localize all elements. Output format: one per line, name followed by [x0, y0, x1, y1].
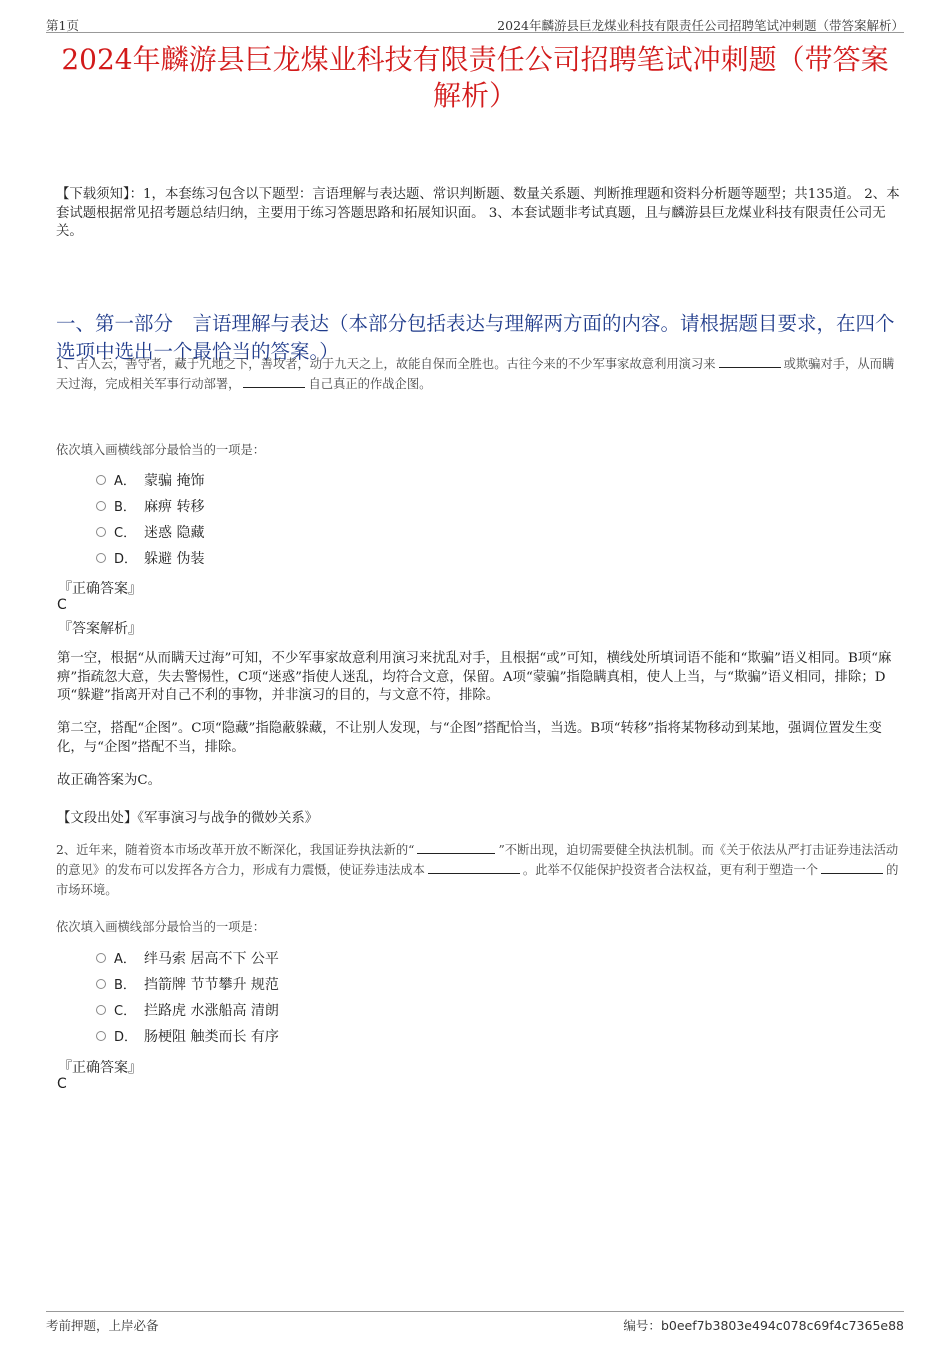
q2-blank-1 [417, 841, 495, 854]
q1-option-d[interactable]: D． 躲避 伪装 [96, 546, 204, 572]
radio-icon[interactable] [96, 1005, 106, 1015]
section-title: 一、第一部分 言语理解与表达（本部分包括表达与理解两方面的内容。请根据题目要求，在四个选项中选出一个最恰当的答案。） [56, 312, 895, 363]
radio-icon[interactable] [96, 979, 106, 989]
radio-icon[interactable] [96, 527, 106, 537]
q2-blank-3 [821, 861, 883, 874]
q2-text-a: 2、近年来，随着资本市场改革开放不断深化，我国证券执法新的“ [56, 843, 415, 857]
radio-icon[interactable] [96, 553, 106, 563]
question-2-stem [56, 840, 900, 900]
document-title: 2024年麟游县巨龙煤业科技有限责任公司招聘笔试冲刺题（带答案解析） [61, 43, 889, 112]
q2-option-d[interactable]: D． 肠梗阻 触类而长 有序 [96, 1024, 279, 1050]
q1-blank-2 [243, 375, 305, 388]
footer-slogan: 考前押题，上岸必备 [46, 1318, 159, 1333]
page-footer [46, 1311, 904, 1334]
footer-code: 编号：b0eef7b3803e494c078c69f4c7365e88 [623, 1318, 904, 1333]
page-number: 第1页 [46, 18, 79, 33]
q2-option-c[interactable]: C． 拦路虎 水涨船高 清朗 [96, 998, 279, 1024]
q1-option-a[interactable]: A． 蒙骗 掩饰 [96, 468, 204, 494]
q2-blank-2 [428, 861, 520, 874]
download-notice: 【下载须知】：1，本套练习包含以下题型：言语理解与表达题、常识判断题、数量关系题、判断推理题和资料分析题等题型；共135道。 2、本套试题根据常见招考题总结归纳，主要用于练习答题思路和拓展知识面。 3、本套试题非考试真题，且与麟游县巨龙煤业科技有限责任公司无关。 [56, 187, 900, 239]
q1-analysis-2: 第二空，搭配“企图”。C项“隐藏”指隐蔽躲藏，不让别人发现，与“企图”搭配恰当，当选。B项“转移”指将某物移动到某地，强调位置发生变化，与“企图”搭配不当，排除。 [57, 721, 882, 755]
q1-source: 【文段出处】《军事演习与战争的微妙关系》 [57, 811, 319, 826]
q1-text-c: 自己真正的作战企图。 [308, 377, 432, 391]
q1-analysis-label: 『答案解析』 [58, 621, 142, 637]
radio-icon[interactable] [96, 501, 106, 511]
q2-options [96, 946, 279, 1050]
q1-answer: C [57, 597, 67, 613]
question-1-stem [56, 354, 900, 394]
q2-option-a[interactable]: A． 绊马索 居高不下 公平 [96, 946, 279, 972]
q1-text-a: 1、古人云，善守者，藏于九地之下，善攻者，动于九天之上，故能自保而全胜也。古往今来的不少军事家故意利用演习来 [56, 357, 716, 371]
q2-text-c: 。此举不仅能保护投资者合法权益，更有利于塑造一个 [522, 863, 819, 877]
q1-answer-label: 『正确答案』 [58, 581, 142, 597]
radio-icon[interactable] [96, 475, 106, 485]
q2-prompt: 依次填入画横线部分最恰当的一项是： [56, 920, 266, 934]
q1-analysis-3: 故正确答案为C。 [57, 773, 161, 788]
q1-options [96, 468, 204, 572]
q2-answer: C [57, 1076, 67, 1092]
q1-option-c[interactable]: C． 迷惑 隐藏 [96, 520, 204, 546]
q1-analysis-1: 第一空，根据“从而瞒天过海”可知，不少军事家故意利用演习来扰乱对手，且根据“或”可知，横线处所填词语不能和“欺骗”语义相同。B项“麻痹”指疏忽大意，失去警惕性，C项“迷惑”指使人迷乱，均符合文意，保留。A项“蒙骗”指隐瞒真相，使人上当，与“欺骗”语义相同，排除；D项“躲避”指离开对自己不利的事物，并非演习的目的，与文意不符，排除。 [57, 651, 892, 703]
page-header [46, 14, 904, 33]
q2-text-b: ”不断出现，迫切需要健全执法机制。而《关于依法从严打击证券违法活动的意见》的发布可以发挥各方合力，形成有力震慑，使证券违法成本 [56, 843, 899, 877]
radio-icon[interactable] [96, 953, 106, 963]
q2-answer-label: 『正确答案』 [58, 1060, 142, 1076]
q1-option-b[interactable]: B． 麻痹 转移 [96, 494, 204, 520]
q1-text-b: 或欺骗对手，从而瞒天过海，完成相关军事行动部署， [56, 357, 895, 391]
q2-text-d: 的市场环境。 [56, 863, 899, 897]
header-doc-title: 2024年麟游县巨龙煤业科技有限责任公司招聘笔试冲刺题（带答案解析） [497, 18, 904, 33]
radio-icon[interactable] [96, 1031, 106, 1041]
q1-prompt: 依次填入画横线部分最恰当的一项是： [56, 443, 266, 457]
q2-option-b[interactable]: B． 挡箭牌 节节攀升 规范 [96, 972, 279, 998]
q1-blank-1 [719, 355, 781, 368]
